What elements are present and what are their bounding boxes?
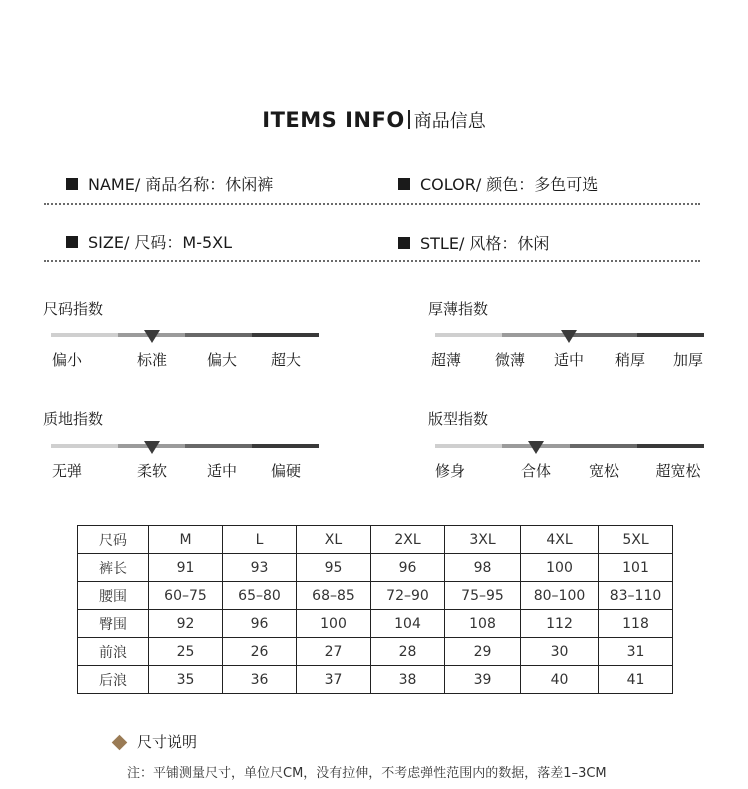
- table-row-label: 后浪: [78, 666, 149, 694]
- table-row: [78, 582, 673, 610]
- table-cell: 35: [149, 666, 223, 694]
- table-cell: 39: [445, 666, 521, 694]
- table-header-cell: M: [149, 526, 223, 554]
- fit-index-marker-icon: [528, 441, 544, 454]
- table-row-label: 前浪: [78, 638, 149, 666]
- table-cell: 72–90: [371, 582, 445, 610]
- table-header-cell: 5XL: [599, 526, 673, 554]
- table-cell: 65–80: [223, 582, 297, 610]
- size-index-label: 偏小: [51, 351, 82, 369]
- title-chinese: 商品信息: [413, 111, 486, 132]
- diamond-bullet-icon: [112, 735, 128, 751]
- table-cell: 38: [371, 666, 445, 694]
- info-size-text: SIZE/ 尺码：M-5XL: [88, 233, 233, 252]
- info-color-text: COLOR/ 颜色：多色可选: [420, 175, 599, 194]
- table-cell: 118: [599, 610, 673, 638]
- square-bullet-icon: [398, 178, 410, 190]
- table-cell: 80–100: [521, 582, 599, 610]
- thickness-index-label: 微薄: [494, 351, 525, 369]
- table-cell: 93: [223, 554, 297, 582]
- title-english: ITEMS INFO: [262, 108, 405, 132]
- size-index-label: 偏大: [206, 351, 237, 369]
- table-cell: 36: [223, 666, 297, 694]
- table-cell: 27: [297, 638, 371, 666]
- size-index-label: 标准: [136, 351, 167, 369]
- table-header-cell: 尺码: [78, 526, 149, 554]
- table-cell: 68–85: [297, 582, 371, 610]
- table-row: [78, 610, 673, 638]
- table-cell: 112: [521, 610, 599, 638]
- square-bullet-icon: [398, 237, 410, 249]
- bar-segment: [502, 333, 569, 337]
- table-row-label: 裤长: [78, 554, 149, 582]
- table-cell: 100: [521, 554, 599, 582]
- texture-index-label: 适中: [206, 462, 237, 480]
- bar-segment: [637, 444, 704, 448]
- table-cell: 37: [297, 666, 371, 694]
- texture-index-label: 偏硬: [270, 462, 301, 480]
- fit-index-bar: [435, 444, 704, 448]
- title-divider: [408, 110, 410, 129]
- bar-segment: [51, 333, 118, 337]
- bar-segment: [252, 333, 319, 337]
- fit-index-title: 版型指数: [428, 410, 489, 428]
- texture-index-title: 质地指数: [43, 410, 104, 428]
- thickness-index-label: 超薄: [430, 351, 461, 369]
- table-header-cell: L: [223, 526, 297, 554]
- fit-index-label: 宽松: [588, 462, 619, 480]
- table-header-row: [78, 526, 673, 554]
- dotted-divider: [44, 260, 700, 262]
- bar-segment: [637, 333, 704, 337]
- table-header-cell: XL: [297, 526, 371, 554]
- table-cell: 60–75: [149, 582, 223, 610]
- square-bullet-icon: [66, 236, 78, 248]
- table-row-label: 腰围: [78, 582, 149, 610]
- square-bullet-icon: [66, 178, 78, 190]
- bar-segment: [435, 444, 502, 448]
- table-cell: 104: [371, 610, 445, 638]
- table-cell: 26: [223, 638, 297, 666]
- table-header-cell: 4XL: [521, 526, 599, 554]
- table-cell: 28: [371, 638, 445, 666]
- texture-index-label: 柔软: [136, 462, 167, 480]
- table-row: [78, 638, 673, 666]
- table-cell: 108: [445, 610, 521, 638]
- note-title: 尺寸说明: [137, 733, 198, 751]
- dotted-divider: [44, 203, 700, 205]
- thickness-index-label: 稍厚: [614, 351, 645, 369]
- table-cell: 41: [599, 666, 673, 694]
- table-header-cell: 3XL: [445, 526, 521, 554]
- size-index-title: 尺码指数: [43, 300, 104, 318]
- texture-index-bar: [51, 444, 319, 448]
- info-name: [66, 174, 273, 196]
- size-index-marker-icon: [144, 330, 160, 343]
- info-style: [398, 233, 549, 255]
- info-name-text: NAME/ 商品名称：休闲裤: [88, 175, 274, 194]
- fit-index-label: 修身: [434, 462, 465, 480]
- table-cell: 100: [297, 610, 371, 638]
- table-cell: 40: [521, 666, 599, 694]
- thickness-index-marker-icon: [561, 330, 577, 343]
- thickness-index-label: 适中: [553, 351, 584, 369]
- table-row: [78, 666, 673, 694]
- table-row: [78, 554, 673, 582]
- table-row-label: 臀围: [78, 610, 149, 638]
- bar-segment: [185, 444, 252, 448]
- table-header-cell: 2XL: [371, 526, 445, 554]
- texture-index-label: 无弹: [51, 462, 82, 480]
- bar-segment: [51, 444, 118, 448]
- section-title: [0, 104, 748, 138]
- table-cell: 101: [599, 554, 673, 582]
- info-size: [66, 232, 232, 254]
- info-style-text: STLE/ 风格：休闲: [420, 234, 550, 253]
- texture-index-marker-icon: [144, 441, 160, 454]
- note-text: 注：平铺测量尺寸，单位尺CM，没有拉伸，不考虑弹性范围内的数据，落差1–3CM: [127, 766, 607, 781]
- table-cell: 75–95: [445, 582, 521, 610]
- size-index-bar: [51, 333, 319, 337]
- table-cell: 30: [521, 638, 599, 666]
- info-color: [398, 174, 598, 196]
- table-cell: 92: [149, 610, 223, 638]
- table-cell: 98: [445, 554, 521, 582]
- size-index-label: 超大: [270, 351, 301, 369]
- fit-index-label: 超宽松: [655, 462, 701, 480]
- table-cell: 91: [149, 554, 223, 582]
- table-cell: 31: [599, 638, 673, 666]
- table-cell: 29: [445, 638, 521, 666]
- table-cell: 96: [371, 554, 445, 582]
- table-cell: 95: [297, 554, 371, 582]
- table-cell: 83–110: [599, 582, 673, 610]
- thickness-index-title: 厚薄指数: [428, 300, 489, 318]
- bar-segment: [435, 333, 502, 337]
- table-cell: 25: [149, 638, 223, 666]
- bar-segment: [252, 444, 319, 448]
- bar-segment: [570, 444, 637, 448]
- fit-index-label: 合体: [520, 462, 551, 480]
- thickness-index-label: 加厚: [672, 351, 703, 369]
- table-cell: 96: [223, 610, 297, 638]
- bar-segment: [185, 333, 252, 337]
- size-table: [77, 525, 673, 694]
- bar-segment: [570, 333, 637, 337]
